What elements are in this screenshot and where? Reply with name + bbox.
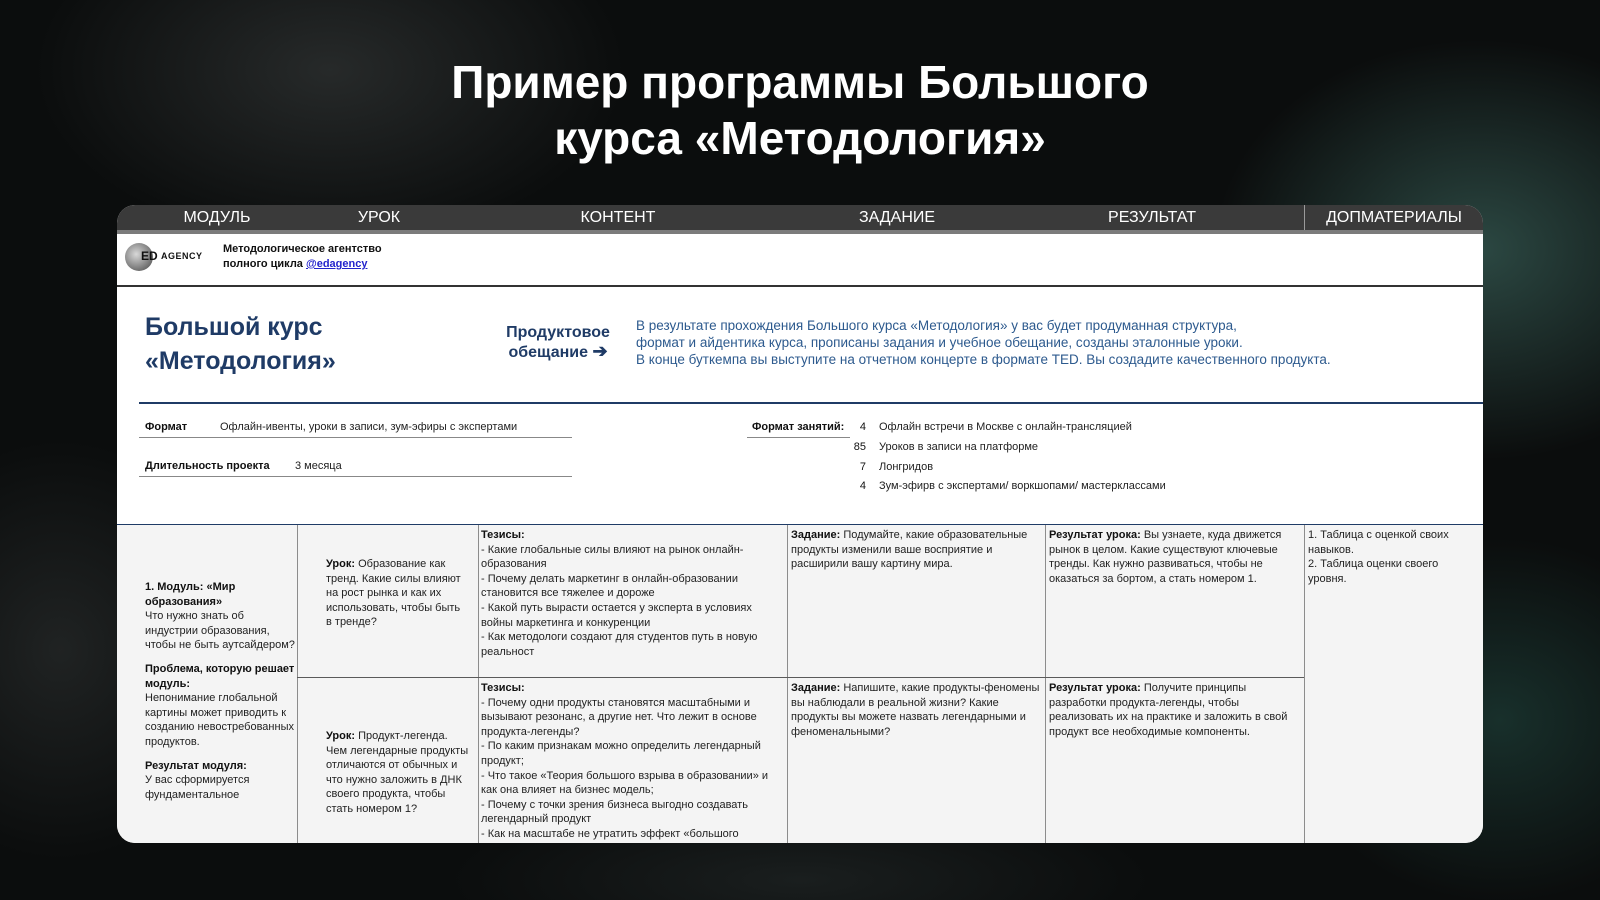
module-result-text: У вас сформируется фундаментальное <box>145 774 250 801</box>
promise-text-line-2: формат и айдентика курса, прописаны задания и учебное обещание, созданы эталонные уроки. <box>636 335 1243 350</box>
lesson-format-count: 85 <box>853 441 866 453</box>
lesson-label: Урок: <box>326 558 356 570</box>
promise-text-line-1: В результате прохождения Большого курса «Методология» у вас будет продуманная структура, <box>636 318 1237 333</box>
header-task: ЗАДАНИЕ <box>858 209 936 226</box>
lesson-cell <box>326 557 468 630</box>
lesson-cell <box>326 729 470 817</box>
thesis-item: - Как на масштабе не утратить эффект «большого <box>481 827 739 840</box>
thesis-item: - По каким признакам можно определить легендарный продукт; <box>481 740 761 767</box>
result-cell <box>1049 681 1301 739</box>
thesis-item: - Почему делать маркетинг в онлайн-образовании становится все тяжелее и дороже <box>481 572 738 600</box>
header-separator <box>1304 205 1305 230</box>
result-text: Вы узнаете, куда движется рынок в целом. Какие существуют ключевые тренды. Как нужно развиваться, чтобы не оказаться за бортом, а стать номером 1. <box>1049 529 1282 585</box>
task-label: Задание: <box>791 529 841 541</box>
brand-handle-link[interactable]: @edagency <box>305 258 368 270</box>
module-problem-text: Непонимание глобальной картины может приводить к созданию невостребованных продуктов. <box>145 692 294 748</box>
lesson-format-item: Офлайн встречи в Москве с онлайн-трансляцией <box>879 421 1132 433</box>
promise-line-1: Продуктовое <box>506 324 610 341</box>
product-promise-text <box>636 317 1446 368</box>
result-cell <box>1049 528 1301 586</box>
lesson-format-item: Уроков в записи на платформе <box>879 441 1039 453</box>
theses-label: Тезисы: <box>481 682 525 694</box>
result-label: Результат урока: <box>1049 529 1141 541</box>
column-divider <box>1045 525 1046 843</box>
duration-underline <box>139 476 572 477</box>
lesson-text: Продукт-легенда. Чем легендарные продукты отличаются от обычных и что нужно заложить в ДНК своего продукта, чтобы стать номером 1? <box>326 730 469 815</box>
lesson-format-item: Лонгридов <box>879 461 934 473</box>
format-label: Формат <box>145 421 188 433</box>
result-label: Результат урока: <box>1049 682 1141 694</box>
duration-value: 3 месяца <box>295 460 342 472</box>
page-title-line-1: Пример программы Большого <box>451 56 1149 108</box>
header-lesson: УРОК <box>357 209 401 226</box>
format-underline <box>139 437 572 438</box>
extras-cell <box>1308 528 1478 586</box>
thesis-item: - Почему одни продукты становятся масштабными и вызывают резонанс, а другие нет. Что лежит в основе продукта-легенды? <box>481 696 757 738</box>
header-module: МОДУЛЬ <box>183 209 251 226</box>
brand-line-2-text: полного цикла <box>223 258 306 270</box>
brand-line-2 <box>223 257 382 272</box>
column-divider <box>297 525 298 843</box>
divider <box>117 285 1483 287</box>
thesis-item: - Как методологи создают для студентов путь в новую реальност <box>481 631 758 658</box>
row-divider <box>297 677 1304 678</box>
lesson-format-count: 4 <box>859 421 866 433</box>
content-cell <box>481 681 785 842</box>
thesis-item: - Какой путь вырасти остается у эксперта в условиях войны маркетинга и конкуренции <box>481 601 752 629</box>
column-header-bar <box>117 205 1483 234</box>
task-cell <box>791 528 1043 572</box>
header-extras: ДОПМАТЕРИАЛЫ <box>1326 209 1462 226</box>
promise-line-2 <box>488 342 628 362</box>
thesis-item: - Почему с точки зрения бизнеса выгодно создавать легендарный продукт <box>481 798 748 826</box>
brand-line-1: Методологическое агентство <box>223 243 382 255</box>
thesis-item: - Какие глобальные силы влияют на рынок онлайн-образования <box>481 543 744 571</box>
logo-agency-text: AGENCY <box>161 251 203 261</box>
header-result: РЕЗУЛЬТАТ <box>1108 209 1196 226</box>
lesson-format-item: Зум-эфирв с экспертами/ воркшопами/ мастерклассами <box>879 480 1166 492</box>
thesis-item: - Что такое «Теория большого взрыва в образовании» и как она влияет на бизнес модель; <box>481 769 769 797</box>
module-result-label: Результат модуля: <box>145 759 247 772</box>
column-divider <box>478 525 479 843</box>
lesson-format-label: Формат занятий: <box>752 421 845 433</box>
divider <box>139 402 1483 404</box>
lesson-label: Урок: <box>326 730 356 742</box>
promise-line-2-text: обещание <box>508 344 588 361</box>
page-title-line-2: курса «Методология» <box>554 112 1046 164</box>
brand-description <box>223 242 382 272</box>
extras-item: 2. Таблица оценки своего уровня. <box>1308 558 1439 585</box>
module-cell <box>145 580 295 811</box>
program-card <box>117 205 1483 843</box>
content-cell <box>481 528 783 659</box>
module-title: 1. Модуль: «Мир образования» <box>145 581 236 608</box>
extras-item: 1. Таблица с оценкой своих навыков. <box>1308 529 1449 556</box>
promise-text-line-3: В конце буткемпа вы выступите на отчетном концерте в формате TED. Вы создадите качественного продукта. <box>636 352 1331 367</box>
result-text: Получите принципы разработки продукта-легенды, чтобы реализовать их на практике и заложить в свой продукт все необходимые компоненты. <box>1049 682 1288 738</box>
column-divider <box>1304 525 1305 843</box>
task-text: Напишите, какие продукты-феномены вы наблюдали в реальной жизни? Какие продукты вы можете назвать легендарными и феноменальными? <box>791 682 1040 738</box>
theses-label: Тезисы: <box>481 529 525 541</box>
lesson-format-count: 7 <box>859 461 866 473</box>
format-value: Офлайн-ивенты, уроки в записи, зум-эфиры с экспертами <box>220 421 518 433</box>
program-table <box>117 525 1483 843</box>
course-title-line-2: «Методология» <box>145 347 336 375</box>
edagency-logo <box>125 242 215 274</box>
course-title <box>145 310 336 378</box>
logo-ed-text: ED <box>141 249 158 263</box>
arrow-right-icon: ➔ <box>592 341 608 361</box>
module-description: Что нужно знать об индустрии образования, чтобы не быть аутсайдером? <box>145 610 295 652</box>
task-label: Задание: <box>791 682 841 694</box>
product-promise-label <box>488 323 628 362</box>
column-divider <box>787 525 788 843</box>
task-cell <box>791 681 1043 739</box>
page-title <box>0 54 1600 166</box>
lesson-format-count: 4 <box>859 480 866 492</box>
lesson-format-underline <box>747 437 850 438</box>
lesson-text: Образование как тренд. Какие силы влияют на рост рынка и как их использовать, чтобы быть в тренде? <box>326 558 461 629</box>
course-title-line-1: Большой курс <box>145 313 323 341</box>
task-text: Подумайте, какие образовательные продукты изменили ваше восприятие и расширили вашу картину мира. <box>791 529 1028 571</box>
header-content: КОНТЕНТ <box>580 209 656 226</box>
duration-label: Длительность проекта <box>145 460 270 472</box>
module-problem-label: Проблема, которую решает модуль: <box>145 662 295 690</box>
